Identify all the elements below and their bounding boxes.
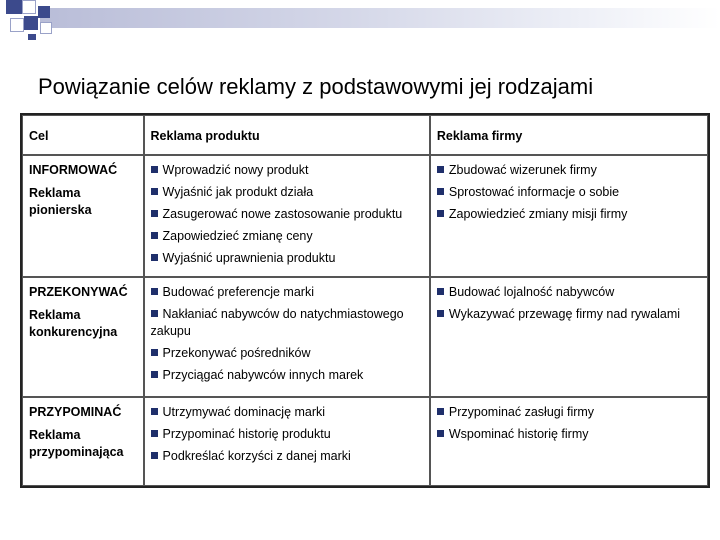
deco-square — [10, 18, 24, 32]
list-item: Zasugerować nowe zastosowanie produktu — [151, 206, 425, 223]
list-item: Podkreślać korzyści z danej marki — [151, 448, 425, 465]
slide-title: Powiązanie celów reklamy z podstawowymi jej rodzajami — [38, 74, 594, 99]
goal-name: PRZYPOMINAĆ — [29, 405, 122, 419]
goals-table — [20, 113, 710, 488]
square-bullet-icon — [151, 232, 158, 239]
list-item: Przyciągać nabywców innych marek — [151, 367, 425, 384]
square-bullet-icon — [437, 188, 444, 195]
firm-goals-cell — [430, 277, 708, 397]
square-bullet-icon — [151, 310, 158, 317]
goal-cell — [22, 277, 144, 397]
deco-square — [38, 6, 50, 18]
header-goal: Cel — [22, 115, 144, 155]
list-item: Wspominać historię firmy — [437, 426, 703, 443]
square-bullet-icon — [151, 349, 158, 356]
square-bullet-icon — [437, 408, 444, 415]
ad-type: Reklama konkurencyjna — [29, 307, 118, 339]
header-firm-ads: Reklama firmy — [430, 115, 708, 155]
list-item: Utrzymywać dominację marki — [151, 404, 425, 421]
deco-square — [6, 0, 22, 14]
decorative-header-band — [0, 0, 720, 40]
square-bullet-icon — [151, 452, 158, 459]
square-bullet-icon — [151, 371, 158, 378]
square-bullet-icon — [151, 408, 158, 415]
list-item: Zapowiedzieć zmianę ceny — [151, 228, 425, 245]
table-header-row — [22, 115, 708, 155]
list-item: Budować preferencje marki — [151, 284, 425, 301]
list-item: Zapowiedzieć zmiany misji firmy — [437, 206, 703, 223]
square-bullet-icon — [437, 430, 444, 437]
list-item: Budować lojalność nabywców — [437, 284, 703, 301]
table-row — [22, 397, 708, 486]
list-item: Wyjaśnić jak produkt działa — [151, 184, 425, 201]
table-row — [22, 155, 708, 277]
square-bullet-icon — [437, 310, 444, 317]
list-item: Przekonywać pośredników — [151, 345, 425, 362]
square-bullet-icon — [151, 210, 158, 217]
square-bullet-icon — [151, 166, 158, 173]
goal-name: INFORMOWAĆ — [29, 163, 118, 177]
square-bullet-icon — [437, 166, 444, 173]
square-bullet-icon — [151, 430, 158, 437]
goal-cell — [22, 397, 144, 486]
product-goals-cell — [144, 155, 430, 277]
list-item: Zbudować wizerunek firmy — [437, 162, 703, 179]
square-bullet-icon — [151, 254, 158, 261]
deco-square — [24, 16, 38, 30]
list-item: Wyjaśnić uprawnienia produktu — [151, 250, 425, 267]
header-gradient-bar — [40, 8, 720, 28]
goal-name: PRZEKONYWAĆ — [29, 285, 128, 299]
list-item: Przypominać zasługi firmy — [437, 404, 703, 421]
list-item: Wprowadzić nowy produkt — [151, 162, 425, 179]
firm-goals-cell — [430, 397, 708, 486]
ad-type: Reklama przypominająca — [29, 427, 124, 459]
list-item: Przypominać historię produktu — [151, 426, 425, 443]
table-row — [22, 277, 708, 397]
deco-square — [22, 0, 36, 14]
ad-type: Reklama pionierska — [29, 185, 92, 217]
list-item: Sprostować informacje o sobie — [437, 184, 703, 201]
list-item: Nakłaniać nabywców do natychmiastowego zakupu — [150, 306, 404, 338]
goal-cell — [22, 155, 144, 277]
product-goals-cell — [144, 397, 430, 486]
deco-square — [40, 22, 52, 34]
square-bullet-icon — [151, 188, 158, 195]
square-bullet-icon — [437, 210, 444, 217]
list-item: Wykazywać przewagę firmy nad rywalami — [437, 306, 703, 323]
firm-goals-cell — [430, 155, 708, 277]
square-bullet-icon — [437, 288, 444, 295]
square-bullet-icon — [151, 288, 158, 295]
header-product-ads: Reklama produktu — [144, 115, 430, 155]
deco-square — [28, 34, 36, 40]
product-goals-cell — [144, 277, 430, 397]
